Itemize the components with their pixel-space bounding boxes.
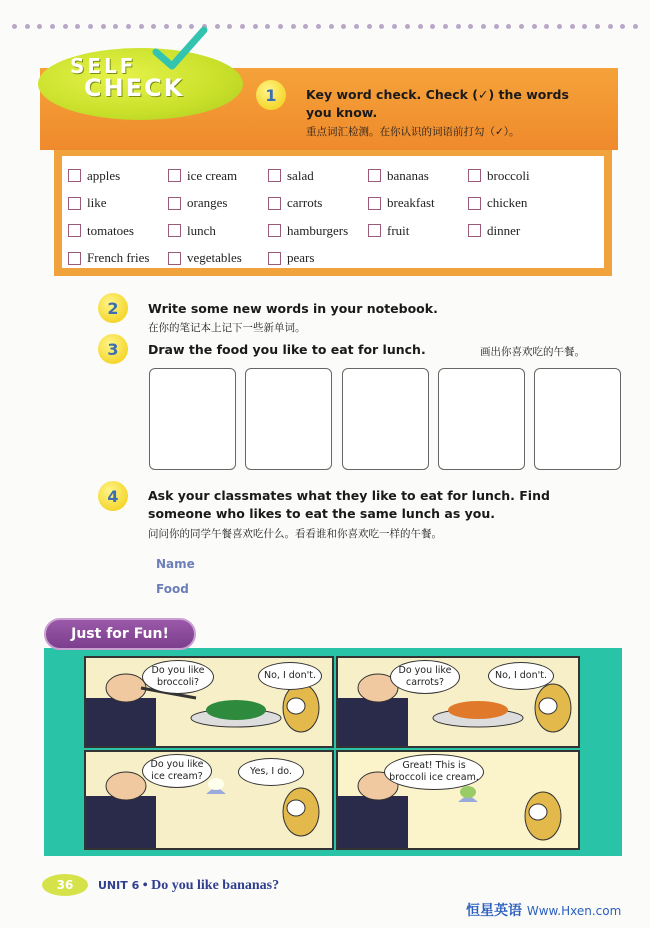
comic-panel-2	[336, 656, 580, 748]
drawing-boxes	[149, 368, 621, 470]
word-label: chicken	[487, 195, 528, 211]
section3-number: 3	[98, 334, 128, 364]
word-checkbox[interactable]	[168, 197, 181, 210]
section2-number: 2	[98, 293, 128, 323]
word-item[interactable]	[468, 190, 568, 218]
word-checkbox[interactable]	[368, 169, 381, 182]
word-label: oranges	[187, 195, 228, 211]
word-item[interactable]	[168, 162, 268, 190]
word-label: pears	[287, 250, 315, 266]
checkmark-icon	[150, 26, 210, 74]
speech-bubble-answer: No, I don't.	[258, 662, 322, 690]
food-label: Food	[156, 582, 189, 596]
word-item[interactable]	[68, 190, 168, 218]
self-label: SELF	[70, 54, 137, 78]
word-checkbox[interactable]	[268, 169, 281, 182]
speech-bubble-question: Do you like broccoli?	[142, 660, 214, 694]
section2-chinese: 在你的笔记本上记下一些新单词。	[148, 322, 306, 334]
section3-instruction: Draw the food you like to eat for lunch.	[148, 342, 426, 357]
section4-number: 4	[98, 481, 128, 511]
speech-bubble-question: Do you like carrots?	[390, 660, 460, 694]
comic-panel-4	[336, 750, 580, 850]
word-label: broccoli	[487, 167, 530, 183]
word-item[interactable]	[68, 217, 168, 245]
word-checkbox[interactable]	[68, 252, 81, 265]
watermark	[466, 900, 621, 920]
word-item[interactable]	[368, 190, 468, 218]
word-item[interactable]	[268, 190, 368, 218]
word-checkbox[interactable]	[168, 252, 181, 265]
word-checkbox[interactable]	[268, 252, 281, 265]
word-checkbox[interactable]	[68, 224, 81, 237]
word-item[interactable]	[268, 162, 368, 190]
just-for-fun-title: Just for Fun!	[44, 618, 196, 650]
word-item[interactable]	[468, 217, 568, 245]
word-label: salad	[287, 167, 314, 183]
speech-bubble-answer: Yes, I do.	[238, 758, 304, 786]
word-item[interactable]	[268, 217, 368, 245]
footer-bullet: •	[142, 878, 148, 893]
word-label: like	[87, 195, 107, 211]
lesson-title: Do you like bananas?	[151, 878, 280, 893]
drawing-box[interactable]	[245, 368, 332, 470]
word-item[interactable]	[268, 245, 368, 273]
word-grid	[68, 162, 608, 272]
word-checkbox[interactable]	[68, 197, 81, 210]
word-checkbox[interactable]	[168, 224, 181, 237]
word-item[interactable]	[168, 217, 268, 245]
word-checkbox[interactable]	[468, 169, 481, 182]
speech-bubble-answer: No, I don't.	[488, 662, 554, 690]
word-label: hamburgers	[287, 222, 349, 238]
name-label: Name	[156, 557, 195, 571]
section1-number: 1	[256, 80, 286, 110]
section1-chinese: 重点词汇检测。在你认识的词语前打勾（✓）。	[306, 126, 520, 138]
section1-instruction-line2: you know.	[306, 105, 378, 120]
drawing-box[interactable]	[149, 368, 236, 470]
word-label: ice cream	[187, 167, 238, 183]
binding-dots	[12, 24, 638, 34]
speech-bubble-question: Do you like ice cream?	[142, 754, 212, 788]
watermark-cn: 恒星英语	[466, 903, 522, 919]
word-item[interactable]	[468, 162, 568, 190]
comic-panel-3	[84, 750, 334, 850]
word-label: bananas	[387, 167, 429, 183]
section3-chinese: 画出你喜欢吃的午餐。	[480, 346, 585, 358]
check-label: CHECK	[84, 74, 185, 102]
word-checkbox[interactable]	[168, 169, 181, 182]
unit-label: UNIT 6	[98, 879, 140, 892]
word-item[interactable]	[68, 245, 168, 273]
word-label: lunch	[187, 222, 216, 238]
word-checkbox[interactable]	[368, 224, 381, 237]
word-item[interactable]	[368, 217, 468, 245]
word-checkbox[interactable]	[468, 197, 481, 210]
word-checkbox[interactable]	[468, 224, 481, 237]
drawing-box[interactable]	[534, 368, 621, 470]
word-label: dinner	[487, 222, 521, 238]
word-label: vegetables	[187, 250, 242, 266]
word-item[interactable]	[68, 162, 168, 190]
word-label: French fries	[87, 250, 150, 266]
speech-bubble-question: Great! This is broccoli ice cream.	[384, 754, 484, 790]
word-label: fruit	[387, 222, 410, 238]
comic-panel-1	[84, 656, 334, 748]
section4-instruction-line1: Ask your classmates what they like to eat for lunch. Find	[148, 488, 550, 503]
drawing-box[interactable]	[342, 368, 429, 470]
word-label: apples	[87, 167, 121, 183]
word-label: carrots	[287, 195, 323, 211]
page-number: 36	[42, 874, 88, 896]
word-checkbox[interactable]	[268, 197, 281, 210]
word-checkbox[interactable]	[368, 197, 381, 210]
watermark-url: Www.Hxen.com	[526, 904, 622, 918]
drawing-box[interactable]	[438, 368, 525, 470]
word-label: tomatoes	[87, 222, 134, 238]
word-label: breakfast	[387, 195, 435, 211]
section1-instruction-line1: Key word check. Check (✓) the words	[306, 87, 569, 102]
word-item[interactable]	[168, 190, 268, 218]
footer-title	[98, 878, 279, 894]
word-checkbox[interactable]	[68, 169, 81, 182]
word-item[interactable]	[168, 245, 268, 273]
section4-chinese: 问问你的同学午餐喜欢吃什么。看看谁和你喜欢吃一样的午餐。	[148, 528, 442, 540]
word-item[interactable]	[368, 162, 468, 190]
section2-instruction: Write some new words in your notebook.	[148, 301, 438, 316]
word-checkbox[interactable]	[268, 224, 281, 237]
section4-instruction-line2: someone who likes to eat the same lunch as you.	[148, 506, 495, 521]
